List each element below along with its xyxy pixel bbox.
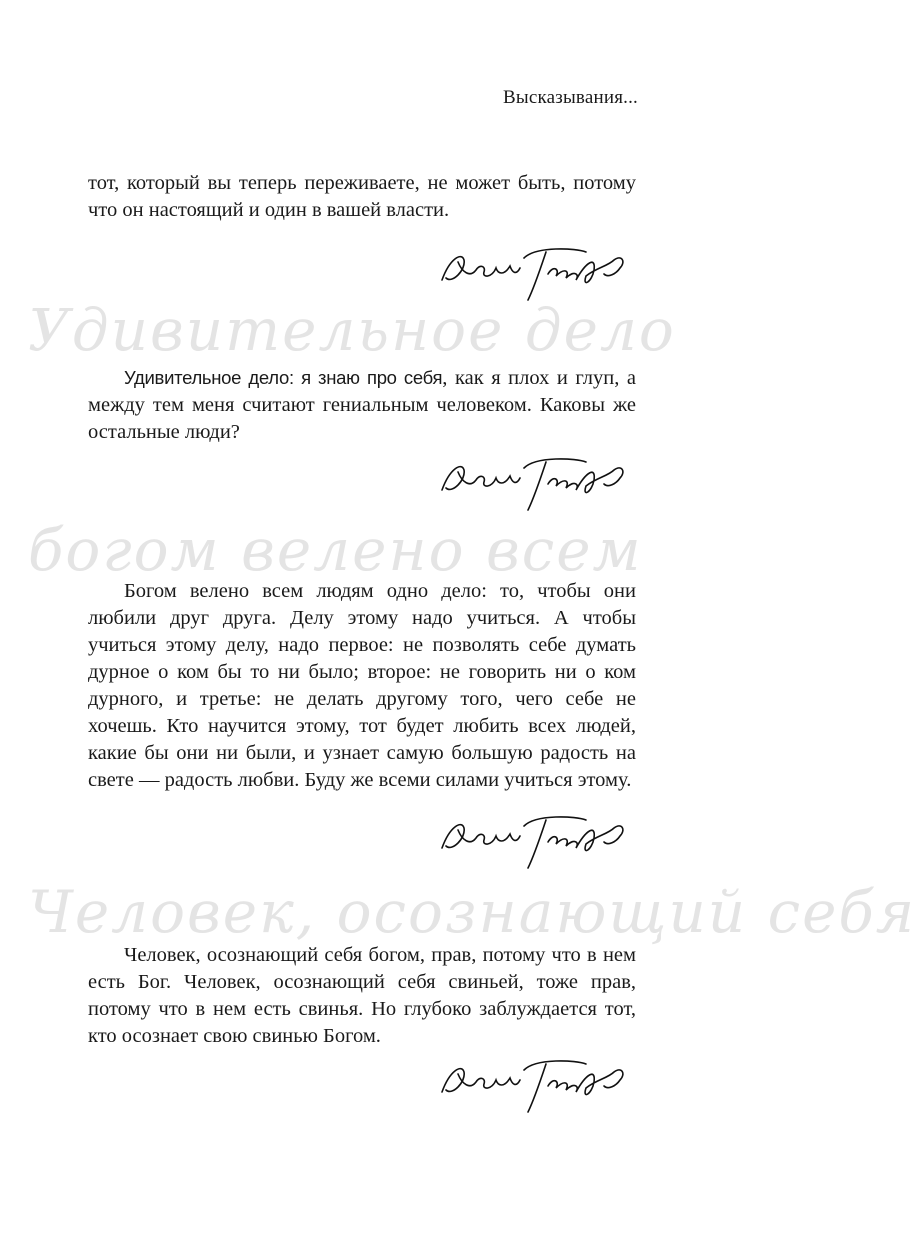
quote-2-lead: Удивительное дело: я знаю про себя <box>124 367 443 388</box>
signature-4 <box>436 1052 646 1122</box>
quote-2-text: Удивительное дело: я знаю про себя, как я плох и глуп, а между тем меня считают гениальным человеком. Каковы же остальные люди? <box>88 367 637 443</box>
signature-2 <box>436 450 646 520</box>
signature-3 <box>436 808 646 878</box>
quote-3-text: Богом велено всем людям одно дело: то, чтобы они любили друг друга. Делу этому надо учиться. А чтобы учиться этому делу, надо первое: не позволять себе думать дурное о ком бы то ни было; второе: не говорить ни о ком дурного, и третье: не делать другому того, чего себе не хочешь. Кто научится этому, тот будет любить всех людей, какие бы они ни были, и узнает самую большую радость на свете — радость любви. Буду же всеми силами учиться этому. <box>88 580 636 791</box>
watermark-3: Человек, осознающий себя <box>28 878 916 946</box>
watermark-1: Удивительное дело <box>28 296 676 364</box>
quote-1-text: тот, который вы теперь переживаете, не может быть, потому что он настоящий и один в вашей власти. <box>88 172 636 221</box>
running-head: Высказывания... <box>503 87 638 108</box>
watermark-2: богом велено всем <box>28 516 643 584</box>
quote-4-text: Человек, осознающий себя богом, прав, потому что в нем есть Бог. Человек, осознающий себя свиньей, тоже прав, потому что в нем есть свинья. Но глубоко заблуждается тот, кто осознает свою свинью Богом. <box>88 944 636 1047</box>
